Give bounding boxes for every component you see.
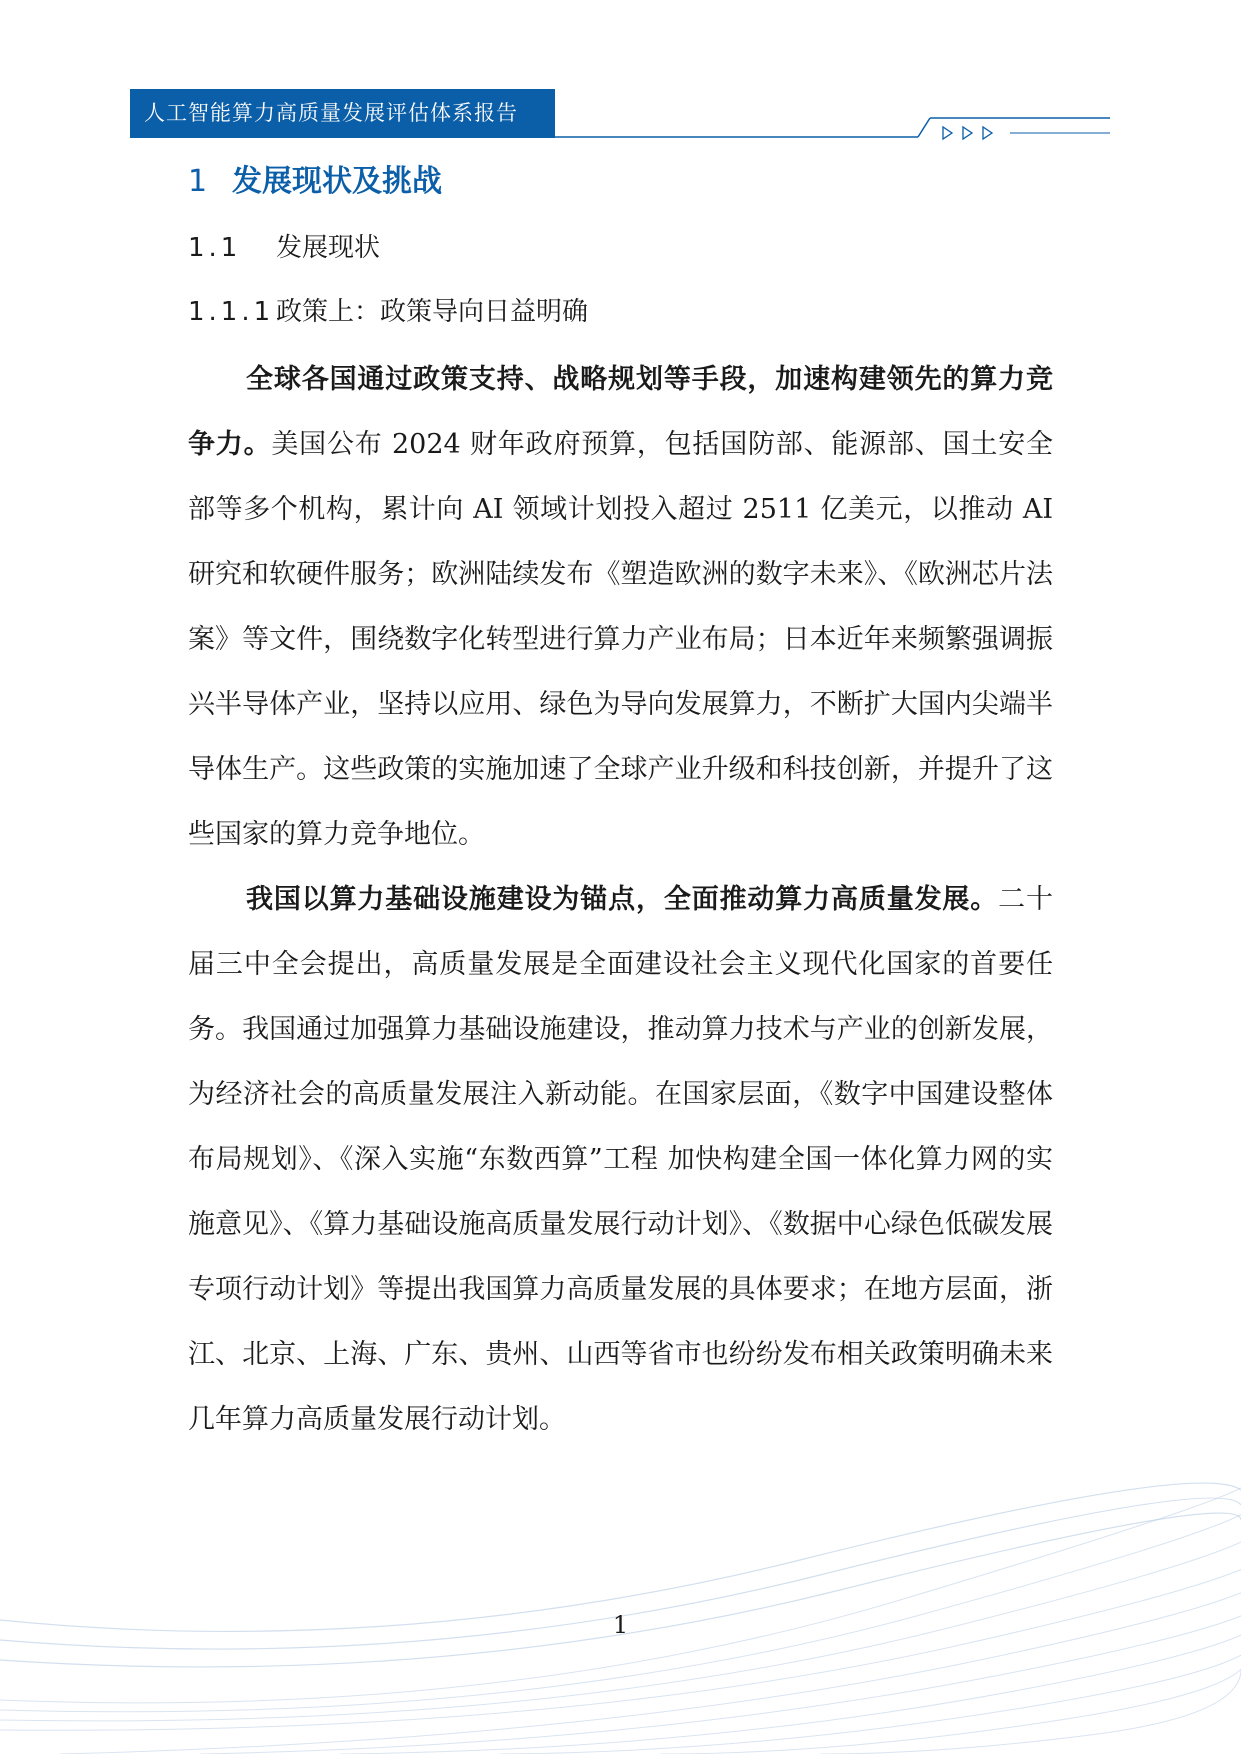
- subsection-number: 1.1: [188, 233, 242, 263]
- body-paragraph: [188, 347, 1053, 867]
- section-title: 发展现状及挑战: [232, 164, 442, 199]
- subsection-title: 发展现状: [276, 233, 381, 263]
- page-number: 1: [612, 1611, 629, 1639]
- paragraph-lead: 我国以算力基础设施建设为锚点，全面推动算力高质量发展。: [246, 884, 999, 915]
- subsubsection-title: 政策上：政策导向日益明确: [276, 297, 589, 327]
- subsection-heading: [188, 226, 380, 270]
- play-triangle-icon: [983, 127, 992, 139]
- section-number: 1: [188, 164, 208, 199]
- body-paragraph: [188, 867, 1053, 1452]
- paragraph-lead: 全球各国通过政策支持、战略规划等手段，加速构建领先的算力竞争力。: [188, 364, 1053, 460]
- subsubsection-number: 1.1.1: [188, 297, 275, 327]
- paragraph-body: 美国公布 2024 财年政府预算，包括国防部、能源部、国土安全部等多个机构，累计向 AI 领域计划投入超过 2511 亿美元，以推动 AI 研究和软硬件服务；欧洲陆续发布《塑造欧洲的数字未来》、《欧洲芯片法案》等文件，围绕数字化转型进行算力产业布局；日本近年来频繁强调振兴半导体产业，坚持以应用、绿色为导向发展算力，不断扩大国内尖端半导体生产。这些政策的实施加速了全球产业升级和科技创新，并提升了这些国家的算力竞争地位。: [188, 429, 1053, 850]
- play-triangle-icon: [943, 127, 952, 139]
- report-header-title: 人工智能算力高质量发展评估体系报告: [130, 89, 555, 138]
- section-heading: [188, 160, 442, 204]
- subsubsection-heading: [188, 290, 588, 334]
- paragraph-body: 二十届三中全会提出，高质量发展是全面建设社会主义现代化国家的首要任务。我国通过加强算力基础设施建设，推动算力技术与产业的创新发展，为经济社会的高质量发展注入新动能。在国家层面，《数字中国建设整体布局规划》、《深入实施“东数西算”工程 加快构建全国一体化算力网的实施意见》、《算力基础设施高质量发展行动计划》、《数据中心绿色低碳发展专项行动计划》等提出我国算力高质量发展的具体要求；在地方层面，浙江、北京、上海、广东、贵州、山西等省市也纷纷发布相关政策明确未来几年算力高质量发展行动计划。: [188, 884, 1054, 1435]
- play-triangle-icon: [963, 127, 972, 139]
